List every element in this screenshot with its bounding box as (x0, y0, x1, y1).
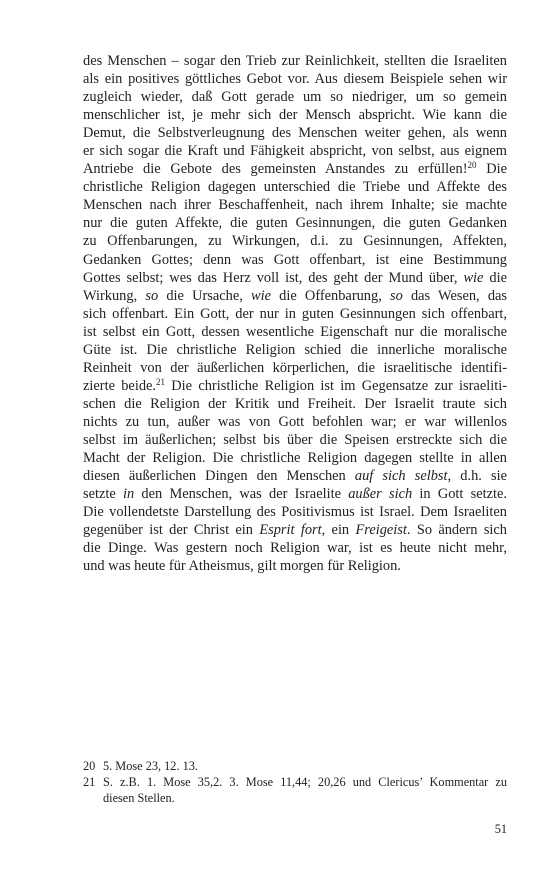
text-segment: . So ändern sich (406, 522, 508, 539)
footnote-reference: 20 (467, 160, 477, 171)
text-line (83, 124, 507, 142)
text-segment: diesen äußerlichen Dingen den Menschen (83, 468, 355, 485)
text-segment: des Menschen – sogar den Trieb zur Reinlichkeit, stellten die Israeliten (83, 53, 507, 69)
text-line (83, 196, 507, 214)
footnote-text: 5. Mose 23, 12. 13. (103, 759, 198, 773)
text-segment: menschlicher ist, je mehr sich der Mensch abspricht. Wie kann die (83, 107, 507, 124)
text-line (83, 557, 507, 575)
emphasis: wie (251, 287, 271, 304)
text-line (83, 485, 507, 503)
text-segment: zierte beide. (83, 377, 156, 394)
footnotes (83, 758, 507, 806)
text-segment: nichts zu tun, außer was von Gott befohlen war; er war willenlos (83, 413, 507, 430)
text-segment: Gottes selbst; wes das Herz voll ist, des geht der Mund über, (83, 269, 464, 286)
text-segment: die Dinge. Was gestern noch Religion war, ist es heute nicht mehr, (83, 540, 507, 557)
emphasis: in (123, 486, 135, 503)
text-line (83, 70, 507, 88)
text-segment: die (483, 269, 507, 286)
text-line (83, 178, 507, 196)
text-segment: Demut, die Selbstverleugnung des Menschen weiter gehen, als wenn (83, 125, 507, 142)
text-segment: die Ursache, (158, 287, 252, 304)
text-line (83, 251, 507, 269)
text-line (83, 503, 507, 521)
text-line (83, 106, 507, 124)
emphasis: außer sich (348, 486, 413, 503)
text-line (83, 52, 507, 70)
emphasis: wie (463, 269, 484, 286)
text-segment: , d.h. sie (447, 468, 507, 485)
text-segment: Menschen nach ihrer Beschaffenheit, nach ihrem Inhalte; sie machte (83, 197, 507, 214)
page-number: 51 (494, 822, 507, 836)
text-line (83, 323, 507, 341)
text-segment: die Offenbarung, (271, 287, 390, 304)
text-line (83, 305, 507, 323)
emphasis: Freigeist (355, 522, 407, 539)
text-segment: Reinheit von der äußerlichen körperlichen, die israelitische identifi- (83, 359, 507, 376)
text-segment: Die vollendetste Darstellung des Positivismus ist Israel. Dem Israeliten (83, 504, 507, 521)
footnote-text: S. z.B. 1. Mose 35,2. 3. Mose 11,44; 20,26 und Clericus’ Kommentar zu (103, 775, 507, 789)
text-segment: Güte ist. Die christliche Religion schied die innerliche moralische (83, 341, 507, 358)
text-segment: schen die Religion der Kritik und Freiheit. Der Israelit traute sich (83, 395, 507, 412)
text-segment: , ein (321, 522, 356, 539)
text-segment: zugleich wieder, daß Gott gerade um so niedriger, um so gemein (83, 89, 507, 106)
text-line (83, 413, 507, 431)
text-line (83, 431, 507, 449)
emphasis: so (389, 287, 403, 304)
text-segment: nur die guten Affekte, die guten Gesinnungen, die guten Gedanken (83, 215, 507, 232)
text-segment: und was heute für Atheismus, gilt morgen für Religion. (83, 558, 401, 575)
text-line (83, 341, 507, 359)
footnote-number: 20 (83, 759, 96, 773)
text-segment: gegenüber ist der Christ ein (83, 522, 260, 539)
text-segment: selbst im äußerlichen; selbst bis über die Speisen erstreckte sich die (83, 431, 507, 448)
text-line (83, 395, 507, 413)
text-line (83, 269, 507, 287)
text-segment: Die christliche Religion ist im Gegensatze zur israeliti- (165, 377, 507, 394)
text-line (83, 377, 507, 395)
text-segment: zu Offenbarungen, zu Wirkungen, d.i. zu Gesinnungen, Affekten, (83, 233, 507, 250)
body-text (83, 52, 507, 575)
text-segment: sich offenbart. Ein Gott, der nur in guten Gesinnungen sich offenbart, (83, 305, 507, 322)
text-line (83, 449, 507, 467)
text-segment: Wirkung, (83, 287, 146, 304)
emphasis: so (145, 287, 159, 304)
text-segment: er sich sogar die Kraft und Fähigkeit abspricht, von selbst, aus eignem (83, 143, 507, 160)
text-line (83, 467, 507, 485)
text-line (83, 539, 507, 557)
footnote-reference: 21 (156, 376, 165, 387)
text-segment: als ein positives göttliches Gebot vor. Aus diesem Beispiele sehen wir (83, 71, 507, 88)
footnote-number: 21 (83, 775, 96, 789)
emphasis: Esprit fort (259, 522, 322, 539)
footnote (83, 774, 507, 806)
text-segment: Gedanken Gottes; denn was Gott offenbart, ist eine Bestimmung (83, 251, 507, 268)
text-segment: das Wesen, das (402, 287, 507, 304)
text-segment: Antriebe die Gebote des gemeinsten Anstandes zu erfüllen! (83, 161, 468, 178)
text-segment: in Gott setzte. (412, 486, 508, 503)
footnote-text: diesen Stellen. (103, 791, 175, 805)
text-segment: christliche Religion dagegen unterschied die Triebe und Affekte des (83, 179, 507, 196)
emphasis: auf sich selbst (354, 468, 448, 485)
text-line (83, 142, 507, 160)
text-segment: Macht der Religion. Die christliche Religion dagegen stellte in allen (83, 450, 507, 467)
text-line (83, 88, 507, 106)
text-line (83, 287, 507, 305)
text-segment: den Menschen, was der Israelite (134, 486, 349, 503)
text-line (83, 521, 507, 539)
text-line (83, 160, 507, 178)
text-segment: setzte (83, 486, 123, 503)
footnote (83, 758, 507, 774)
text-line (83, 359, 507, 377)
text-line (83, 232, 507, 250)
text-segment: Die (476, 161, 507, 178)
text-line (83, 214, 507, 232)
text-segment: ist selbst ein Gott, dessen wesentliche Eigenschaft nur die moralische (83, 323, 507, 340)
